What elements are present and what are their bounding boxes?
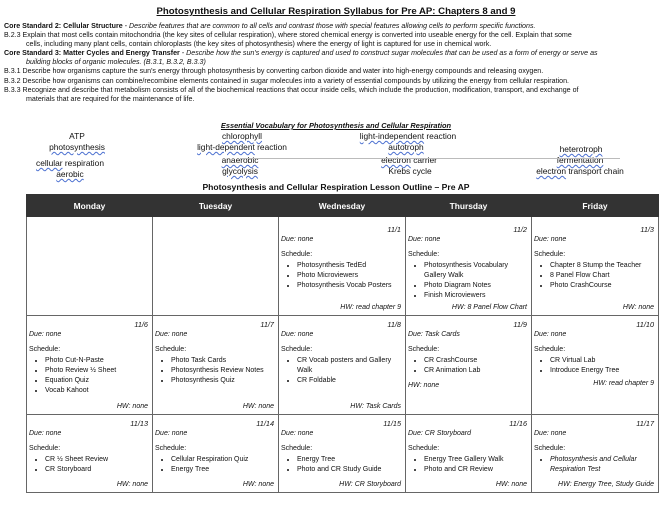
syllabus-title: Photosynthesis and Cellular Respiration Syllabus for Pre AP: Chapters 8 and 9 xyxy=(156,6,516,17)
schedule-list xyxy=(534,455,656,475)
cell-due: Due: none xyxy=(534,430,567,437)
schedule-list xyxy=(29,356,150,396)
cell-date: 11/17 xyxy=(636,419,654,428)
vocab-chlorophyll: chlorophyll xyxy=(221,131,263,141)
schedule-list xyxy=(29,455,150,475)
list-item: • Photo Microviewers xyxy=(297,271,403,281)
list-item: • Photo and CR Review xyxy=(424,465,529,475)
cell-date: 11/7 xyxy=(260,320,274,329)
vocab-glycolysis: glycolysis xyxy=(222,166,258,176)
day-cell-11-13 xyxy=(27,415,153,493)
cell-date: 11/2 xyxy=(513,225,527,234)
list-item: • Cellular Respiration Quiz xyxy=(171,455,276,465)
cell-homework: HW: none xyxy=(242,481,274,488)
cell-date: 11/13 xyxy=(130,419,148,428)
cell-schedule-label: Schedule: xyxy=(281,251,313,258)
vocab-krebs-cycle: Krebs cycle xyxy=(388,166,432,176)
day-header-wednesday: Wednesday xyxy=(279,195,406,217)
lesson-calendar xyxy=(26,194,659,493)
day-cell-11-8 xyxy=(279,316,406,415)
schedule-list xyxy=(281,261,403,291)
day-header-friday: Friday xyxy=(532,195,659,217)
calendar-week-3 xyxy=(27,415,659,493)
cell-schedule-label: Schedule: xyxy=(281,445,313,452)
cell-homework: HW: Energy Tree, Study Guide xyxy=(558,481,654,488)
day-cell-11-14 xyxy=(153,415,279,493)
cs3-line-b xyxy=(4,58,666,67)
core-standards xyxy=(4,22,666,104)
cell-schedule-label: Schedule: xyxy=(155,445,187,452)
vocab-title: Essential Vocabulary for Photosynthesis and Cellular Respiration xyxy=(220,121,452,130)
cell-due: Due: none xyxy=(281,430,314,437)
b33-line-b: materials that are required for the maintenance of life. xyxy=(26,94,195,103)
core-standard-2 xyxy=(4,22,666,31)
cell-homework: HW: none xyxy=(116,481,148,488)
cell-due: Due: none xyxy=(408,236,441,243)
cell-date: 11/9 xyxy=(513,320,527,329)
list-item: • Energy Tree Gallery Walk xyxy=(424,455,529,465)
vocab-photosynthesis: photosynthesis xyxy=(49,142,105,152)
schedule-list xyxy=(408,455,529,475)
cell-homework: HW: read chapter 9 xyxy=(593,380,654,387)
list-item: • Photosynthesis Vocabulary Gallery Walk xyxy=(424,261,529,281)
list-item: • Photo Review ½ Sheet xyxy=(45,366,150,376)
b23-line-a: B.2.3 Explain that most cells contain mitochondria (the key sites of cellular respiration), where stored chemical energy is converted into useable energy for the cell. Explain that some xyxy=(4,31,572,40)
vocab-heterotroph: heterotroph xyxy=(559,144,603,154)
list-item: • Photosynthesis Review Notes xyxy=(171,366,276,376)
cell-schedule-label: Schedule: xyxy=(408,445,440,452)
cs2-label: Core Standard 2: Cellular Structure xyxy=(4,22,123,30)
list-item: • CR CrashCourse xyxy=(424,356,529,366)
list-item: • CR ½ Sheet Review xyxy=(45,455,150,465)
vocab-atp: ATP xyxy=(69,131,85,141)
list-item: • Equation Quiz xyxy=(45,376,150,386)
cell-schedule-label: Schedule: xyxy=(155,346,187,353)
cell-schedule-label: Schedule: xyxy=(534,445,566,452)
vocab-aerobic: aerobic xyxy=(56,169,84,179)
cell-schedule-label: Schedule: xyxy=(29,445,61,452)
cell-due: Due: none xyxy=(155,331,188,338)
cell-homework: HW: none xyxy=(408,382,440,389)
cell-date: 11/8 xyxy=(387,320,401,329)
day-cell-11-15 xyxy=(279,415,406,493)
cell-date: 11/3 xyxy=(640,225,654,234)
cell-due: Due: none xyxy=(281,236,314,243)
cell-homework: HW: Task Cards xyxy=(350,403,401,410)
list-item: • CR Storyboard xyxy=(45,465,150,475)
cell-due: Due: Task Cards xyxy=(408,331,460,338)
b33-line-a: B.3.3 Recognize and describe that metabolism consists of all of the biochemical reactions that occur inside cells, which include the production, modification, transport, and exchange of xyxy=(4,85,579,94)
schedule-list xyxy=(281,455,403,475)
list-item: • Photo CrashCourse xyxy=(550,281,656,291)
cell-homework: HW: 8 Panel Flow Chart xyxy=(451,304,527,311)
vocab-electron-transport-chain: electron transport chain xyxy=(536,166,624,176)
cell-due: Due: none xyxy=(155,430,188,437)
core-standard-3 xyxy=(4,49,666,58)
day-cell-11-17 xyxy=(532,415,659,493)
schedule-list xyxy=(155,455,276,475)
day-cell-11-9 xyxy=(406,316,532,415)
cell-date: 11/14 xyxy=(256,419,274,428)
day-cell-11-6 xyxy=(27,316,153,415)
cell-date: 11/6 xyxy=(134,320,148,329)
vocab-cellular-respiration: cellular respiration xyxy=(36,158,104,168)
day-cell-11-16 xyxy=(406,415,532,493)
list-item: • Photosynthesis Vocab Posters xyxy=(297,281,403,291)
cell-homework: HW: none xyxy=(622,304,654,311)
vocab-fermentation: fermentation xyxy=(556,155,604,165)
list-item: • Photo Diagram Notes xyxy=(424,281,529,291)
cell-homework: HW: none xyxy=(242,403,274,410)
cell-schedule-label: Schedule: xyxy=(408,251,440,258)
list-item: • Chapter 8 Stump the Teacher xyxy=(550,261,656,271)
cell-due: Due: none xyxy=(534,236,567,243)
list-item: • Photosynthesis Quiz xyxy=(171,376,276,386)
vocab-light-independent: light-independent reaction xyxy=(359,131,457,141)
vocab-divider xyxy=(240,158,620,159)
cell-homework: HW: CR Storyboard xyxy=(339,481,401,488)
day-header-tuesday: Tuesday xyxy=(153,195,279,217)
list-item: • Vocab Kahoot xyxy=(45,386,150,396)
vocab-electron-carrier: electron carrier xyxy=(381,155,437,165)
list-item: • Photo Task Cards xyxy=(171,356,276,366)
day-header-monday: Monday xyxy=(27,195,153,217)
cell-due: Due: none xyxy=(534,331,567,338)
list-item: • Energy Tree xyxy=(297,455,403,465)
cell-due: Due: none xyxy=(29,331,62,338)
cell-schedule-label: Schedule: xyxy=(534,346,566,353)
cell-date: 11/1 xyxy=(387,225,401,234)
cell-homework: HW: none xyxy=(495,481,527,488)
vocab-light-dependent: light-dependent reaction xyxy=(197,142,287,152)
b23-line-b: cells, including many plant cells, contain chloroplasts (the key sites of photosynthesis) where the energy of light is captured for use in chemical work. xyxy=(26,40,492,49)
list-item: • Photo Cut-N-Paste xyxy=(45,356,150,366)
lesson-outline-title: Photosynthesis and Cellular Respiration Lesson Outline – Pre AP xyxy=(202,182,470,192)
cs3-text: - Describe how the sun's energy is captured and used to construct sugar molecules that can be used as a form of energy or serve as xyxy=(179,49,598,58)
schedule-list xyxy=(408,356,529,376)
list-item: • 8 Panel Flow Chart xyxy=(550,271,656,281)
list-item: • CR Vocab posters and Gallery Walk xyxy=(297,356,403,376)
cell-due: Due: CR Storyboard xyxy=(408,430,472,437)
cell-due: Due: none xyxy=(29,430,62,437)
list-item: • CR Virtual Lab xyxy=(550,356,656,366)
cell-homework: HW: none xyxy=(116,403,148,410)
day-header-thursday: Thursday xyxy=(406,195,532,217)
cell-schedule-label: Schedule: xyxy=(29,346,61,353)
cell-date: 11/16 xyxy=(509,419,527,428)
calendar-week-1 xyxy=(27,217,659,316)
list-item: • Photosynthesis TedEd xyxy=(297,261,403,271)
cell-homework: HW: read chapter 9 xyxy=(340,304,401,311)
list-item: • Finish Microviewers xyxy=(424,291,529,301)
cell-schedule-label: Schedule: xyxy=(534,251,566,258)
calendar-week-2 xyxy=(27,316,659,415)
list-item: • Energy Tree xyxy=(171,465,276,475)
list-item: • Photosynthesis and Cellular Respiration Test xyxy=(550,455,656,475)
day-cell-11-7 xyxy=(153,316,279,415)
list-item: • CR Animation Lab xyxy=(424,366,529,376)
vocab-anaerobic: anaerobic xyxy=(221,155,259,165)
day-cell-11-2 xyxy=(406,217,532,316)
calendar-header-row xyxy=(27,195,659,217)
vocab-autotroph: autotroph xyxy=(388,142,424,152)
day-cell-empty xyxy=(153,217,279,316)
cs3-label: Core Standard 3: Matter Cycles and Energy Transfer xyxy=(4,49,180,58)
schedule-list xyxy=(408,261,529,301)
day-cell-11-10 xyxy=(532,316,659,415)
cs3-text-b: building blocks of organic molecules. (B.3.1, B.3.2, B.3.3) xyxy=(26,58,206,67)
day-cell-11-1 xyxy=(279,217,406,316)
day-cell-11-3 xyxy=(532,217,659,316)
schedule-list xyxy=(534,356,656,376)
b32-line: B.3.2 Describe how organisms can combine/recombine elements contained in sugar molecules into a variety of essential compounds by utilizing the energy from cellular respiration. xyxy=(4,76,570,85)
vocab-list xyxy=(0,131,672,179)
list-item: • Photo and CR Study Guide xyxy=(297,465,403,475)
cs2-text: - Describe features that are common to all cells and contrast those with special features allowing cells to perform specific functions. xyxy=(122,22,536,30)
list-item: • Introduce Energy Tree xyxy=(550,366,656,376)
cell-date: 11/10 xyxy=(636,320,654,329)
schedule-list xyxy=(534,261,656,291)
cell-schedule-label: Schedule: xyxy=(408,346,440,353)
schedule-list xyxy=(281,356,403,386)
schedule-list xyxy=(155,356,276,386)
cell-date: 11/15 xyxy=(383,419,401,428)
cell-schedule-label: Schedule: xyxy=(281,346,313,353)
day-cell-empty xyxy=(27,217,153,316)
b31-line: B.3.1 Describe how organisms capture the sun's energy through photosynthesis by converting carbon dioxide and water into high-energy compounds and releasing oxygen. xyxy=(4,67,544,76)
list-item: • CR Foldable xyxy=(297,376,403,386)
cell-due: Due: none xyxy=(281,331,314,338)
